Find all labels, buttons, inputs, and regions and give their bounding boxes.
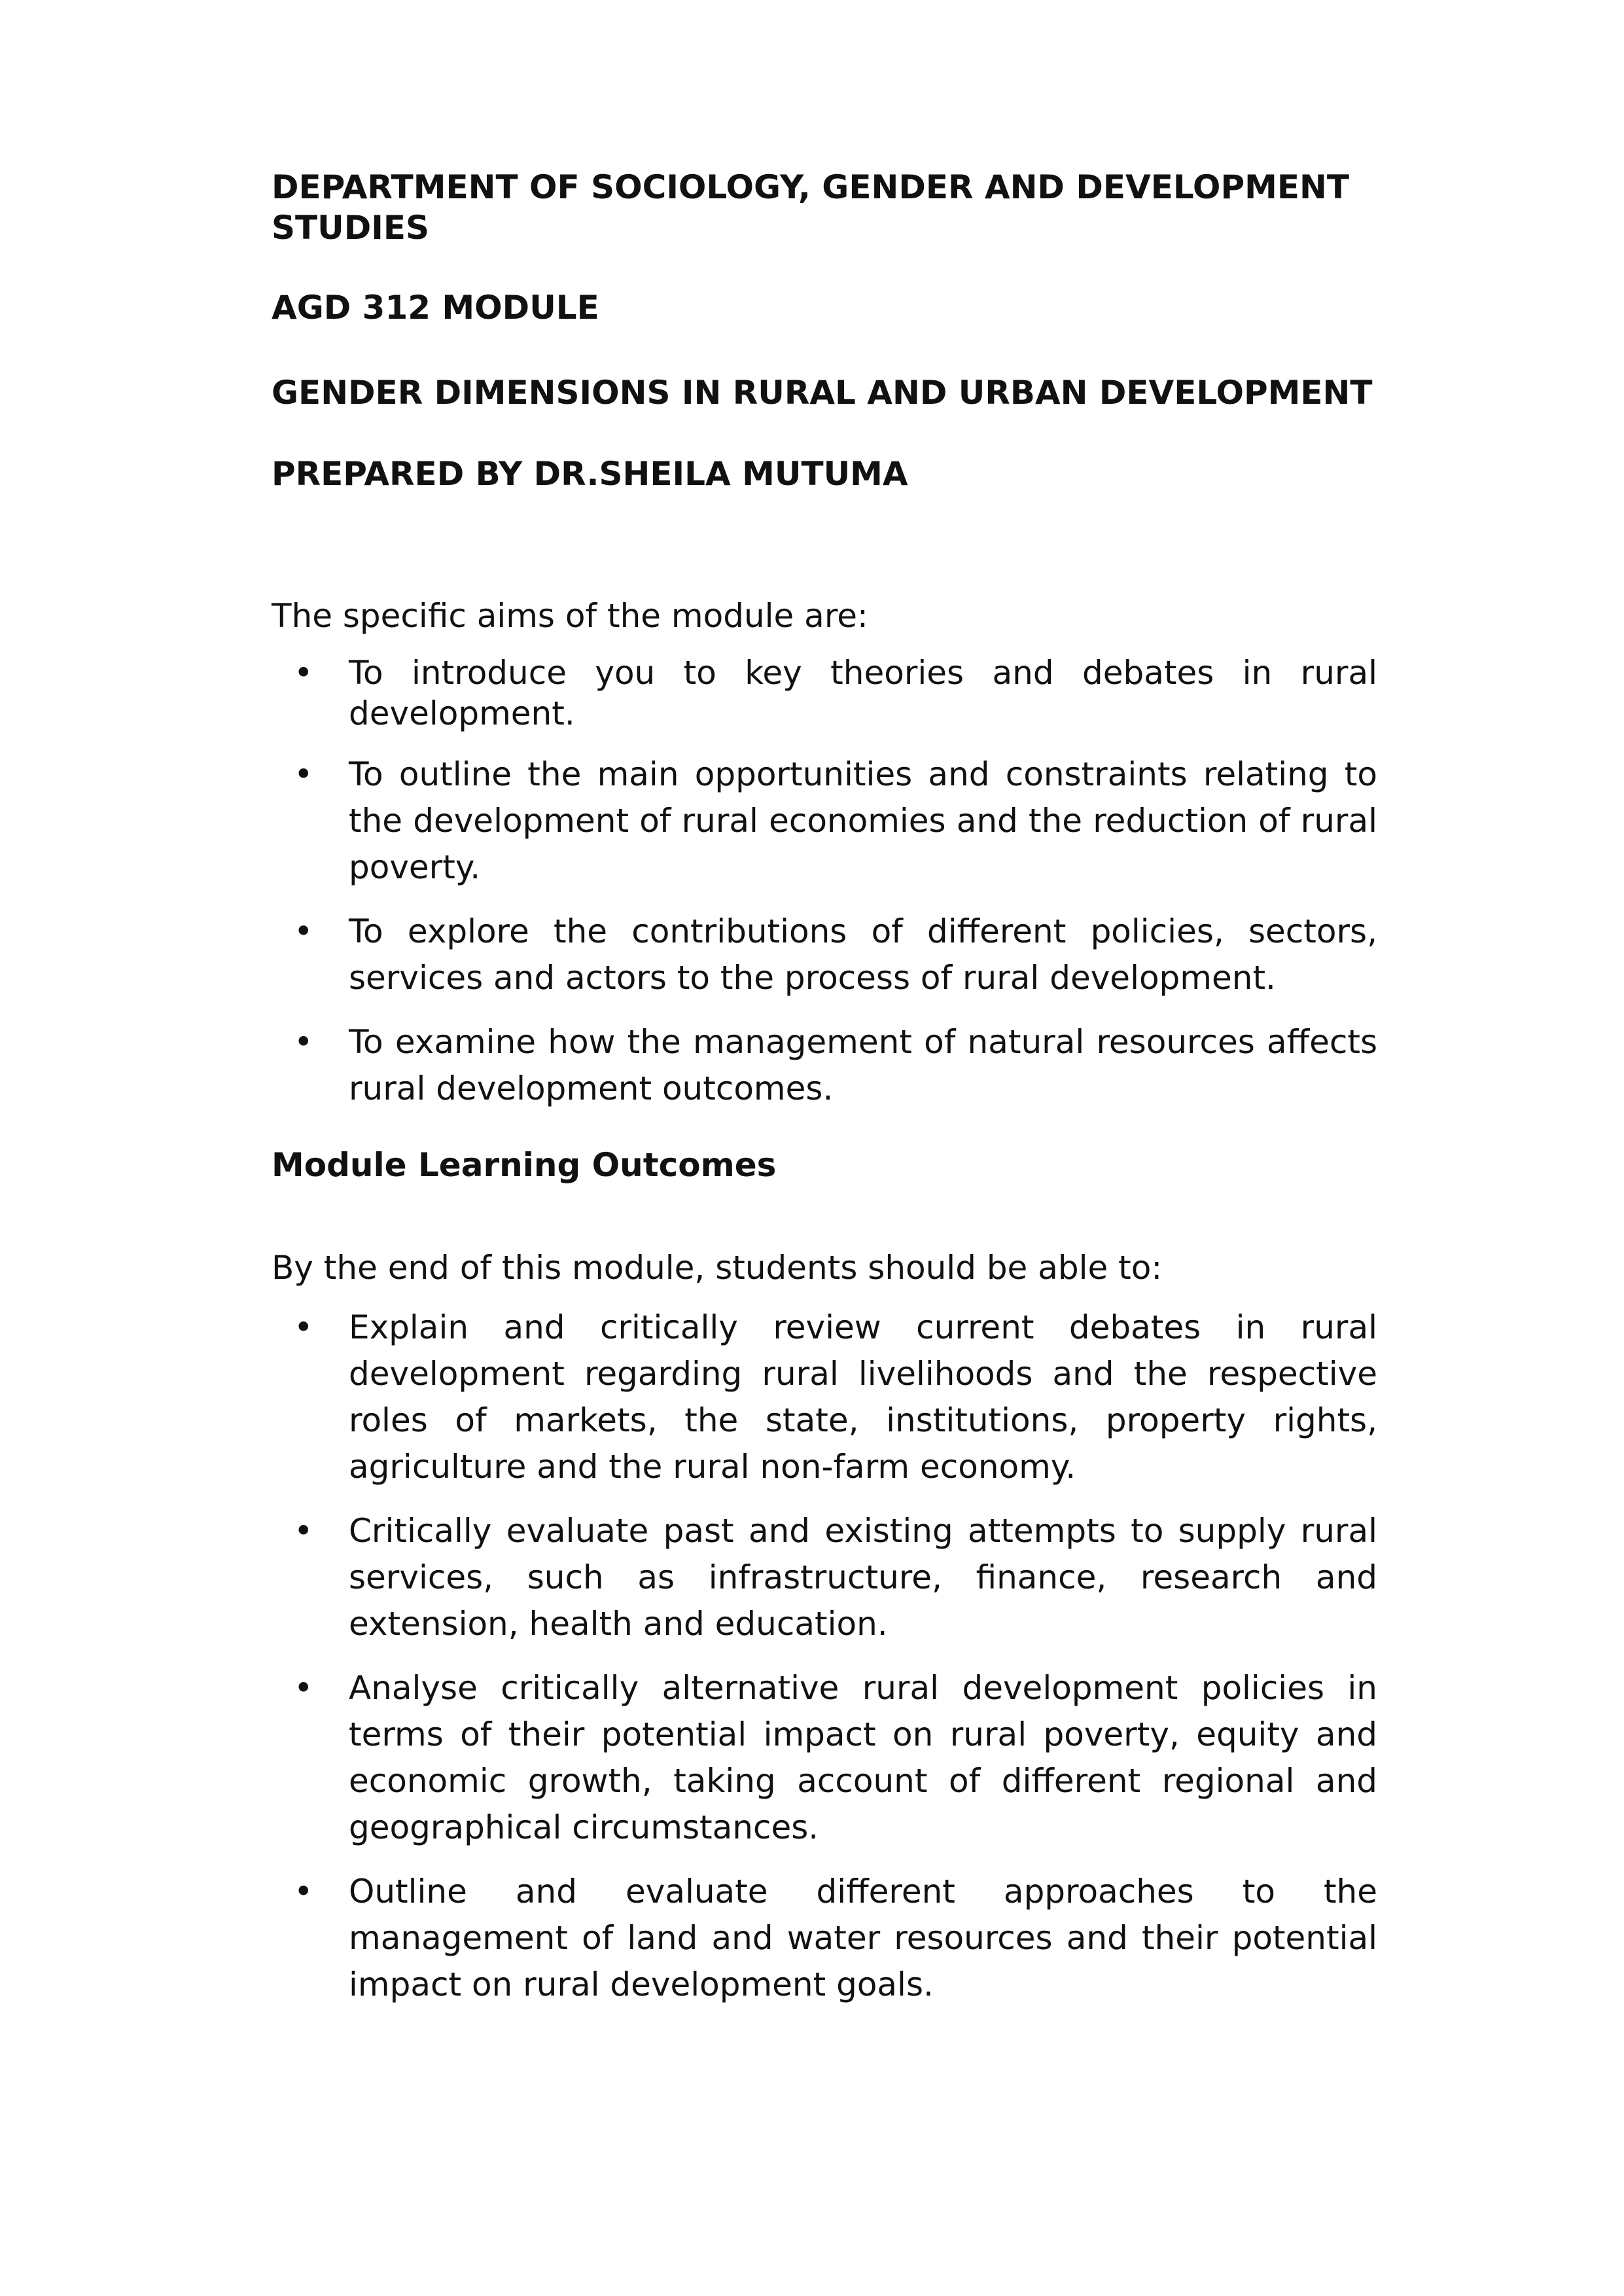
bullet-icon: • xyxy=(294,1669,313,1707)
outcome-text: Critically evaluate past and existing attempts to supply rural services, such as infrastructure, finance, research and extension, health and education. xyxy=(349,1512,1377,1643)
bullet-icon: • xyxy=(294,1873,313,1910)
aim-text: To outline the main opportunities and constraints relating to the development of rural economies and the reduction of rural poverty. xyxy=(349,755,1377,886)
bullet-icon: • xyxy=(294,1308,313,1346)
outcomes-intro: By the end of this module, students should be able to: xyxy=(272,1249,1163,1287)
prepared-by-heading: PREPARED BY DR.SHEILA MUTUMA xyxy=(272,455,908,493)
list-item xyxy=(272,751,1377,891)
list-item xyxy=(272,1304,1377,1490)
aim-text: To examine how the management of natural resources affects rural development outcomes. xyxy=(349,1023,1377,1107)
outcome-text: Explain and critically review current debates in rural development regarding rural livelihoods and the respective roles of markets, the state, institutions, property rights, agriculture and the rural non-farm economy. xyxy=(349,1308,1377,1486)
aim-text: To introduce you to key theories and debates in rural development. xyxy=(349,654,1377,732)
bullet-icon: • xyxy=(294,1023,313,1061)
aim-text: To explore the contributions of different policies, sectors, services and actors to the process of rural development. xyxy=(349,912,1377,997)
document-page xyxy=(272,167,1377,2026)
bullet-icon: • xyxy=(294,654,313,692)
outcome-text: Outline and evaluate different approaches to the management of land and water resources and their potential impact on rural development goals. xyxy=(349,1873,1377,2003)
outcome-text: Analyse critically alternative rural development policies in terms of their potential impact on rural poverty, equity and economic growth, taking account of different regional and geographical circumstances. xyxy=(349,1669,1377,1846)
aims-intro: The specific aims of the module are: xyxy=(272,597,868,635)
outcomes-heading: Module Learning Outcomes xyxy=(272,1146,777,1184)
module-code-heading: AGD 312 MODULE xyxy=(272,289,599,327)
bullet-icon: • xyxy=(294,912,313,950)
bullet-icon: • xyxy=(294,1512,313,1550)
list-item xyxy=(272,653,1377,734)
list-item xyxy=(272,1869,1377,2008)
bullet-icon: • xyxy=(294,755,313,793)
list-item xyxy=(272,1508,1377,1647)
list-item xyxy=(272,1019,1377,1112)
list-item xyxy=(272,1665,1377,1851)
department-heading: DEPARTMENT OF SOCIOLOGY, GENDER AND DEVELOPMENT STUDIES xyxy=(272,168,1349,247)
aims-list xyxy=(272,653,1377,1112)
outcomes-list xyxy=(272,1304,1377,2008)
module-title-heading: GENDER DIMENSIONS IN RURAL AND URBAN DEVELOPMENT xyxy=(272,374,1373,412)
list-item xyxy=(272,908,1377,1001)
